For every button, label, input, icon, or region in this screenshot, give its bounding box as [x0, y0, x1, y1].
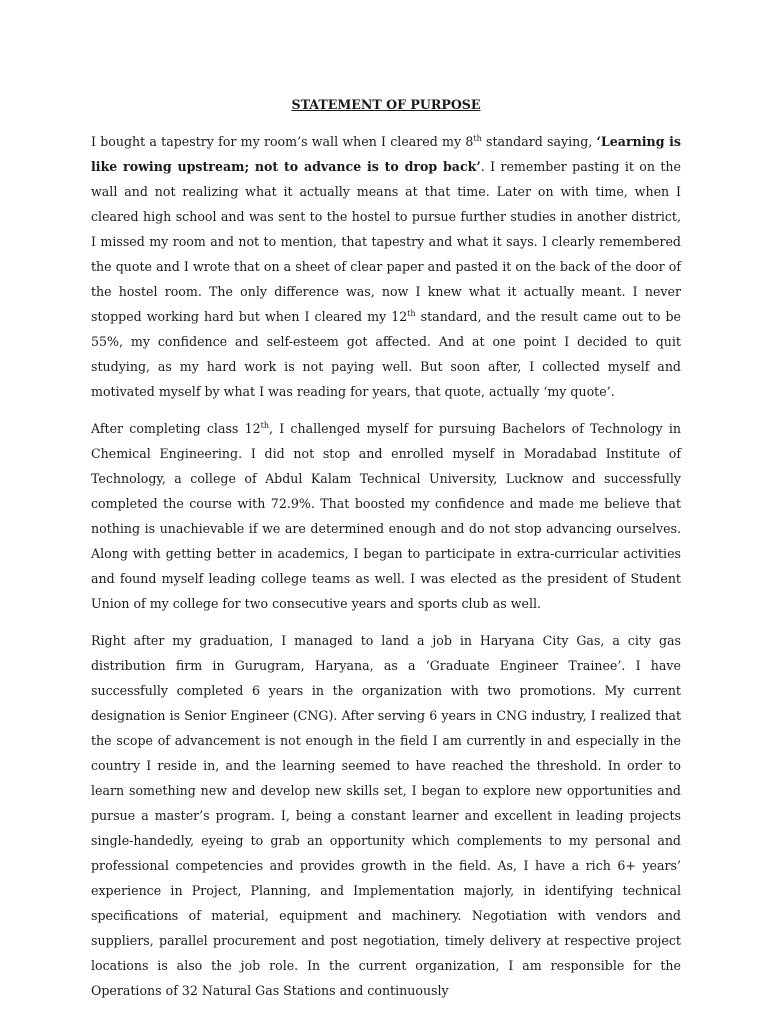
paragraph-1-superscript-a: th — [473, 133, 482, 143]
paragraph-3-text: Right after my graduation, I managed to land a job in Haryana City Gas, a city gas distribution firm in Gurugram, Haryana, as a ‘Graduate Engineer Trainee’. I have successfully completed 6 years in the organization with two promotions. My current designation is Senior Engineer (CNG). After serving 6 years in CNG industry, I realized that the scope of advancement is not enough in the field I am currently in and especially in the country I reside in, and the learning seemed to have reached the threshold. In order to learn something new and develop new skills set, I began to explore new opportunities and pursue a master’s program. I, being a constant learner and excellent in leading projects single-handedly, eyeing to grab an opportunity which complements to my personal and professional competencies and provides growth in the field. As, I have a rich 6+ years’ experience in Project, Planning, and Implementation majorly, in identifying technical specifications of material, equipment and machinery. Negotiation with vendors and suppliers, parallel procurement and post negotiation, timely delivery at respective project locations is also the job role. In the current organization, I am responsible for the Operations of 32 Natural Gas Stations and continuously — [91, 633, 681, 998]
paragraph-1-text-a: I bought a tapestry for my room’s wall when I cleared my 8 — [91, 134, 474, 149]
paragraph-2 — [91, 416, 681, 616]
paragraph-2-text-a: After completing class 12 — [91, 421, 261, 436]
paragraph-2-superscript: th — [260, 420, 269, 430]
paragraph-1 — [91, 129, 681, 404]
paragraph-1-text-d: standard, and the result came out to be 55%, my confidence and self-esteem got affected. And at one point I decided to quit studying, as my hard work is not paying well. But soon after, I collected myself and motivated myself by what I was reading for years, that quote, actually ‘my quote’. — [91, 309, 681, 399]
paragraph-3 — [91, 628, 681, 1003]
paragraph-1-text-c: . I remember pasting it on the wall and not realizing what it actually means at that time. Later on with time, when I cleared high school and was sent to the hostel to pursue further studies in another district, I missed my room and not to mention, that tapestry and what it says. I clearly remembered the quote and I wrote that on a sheet of clear paper and pasted it on the back of the door of the hostel room. The only difference was, now I knew what it actually meant. I never stopped working hard but when I cleared my 12 — [91, 159, 681, 324]
paragraph-1-superscript-b: th — [407, 308, 416, 318]
document-body — [91, 92, 681, 1015]
paragraph-1-quote: ‘Learning is like rowing upstream; not to advance is to drop back’ — [91, 134, 681, 174]
paragraph-1-text-b: standard saying, — [481, 134, 597, 149]
paragraph-2-text-b: , I challenged myself for pursuing Bachelors of Technology in Chemical Engineering. I did not stop and enrolled myself in Moradabad Institute of Technology, a college of Abdul Kalam Technical University, Lucknow and successfully completed the course with 72.9%. That boosted my confidence and made me believe that nothing is unachievable if we are determined enough and do not stop advancing ourselves. Along with getting better in academics, I began to participate in extra-curricular activities and found myself leading college teams as well. I was elected as the president of Student Union of my college for two consecutive years and sports club as well. — [91, 421, 682, 611]
document-title: STATEMENT OF PURPOSE — [291, 97, 481, 112]
